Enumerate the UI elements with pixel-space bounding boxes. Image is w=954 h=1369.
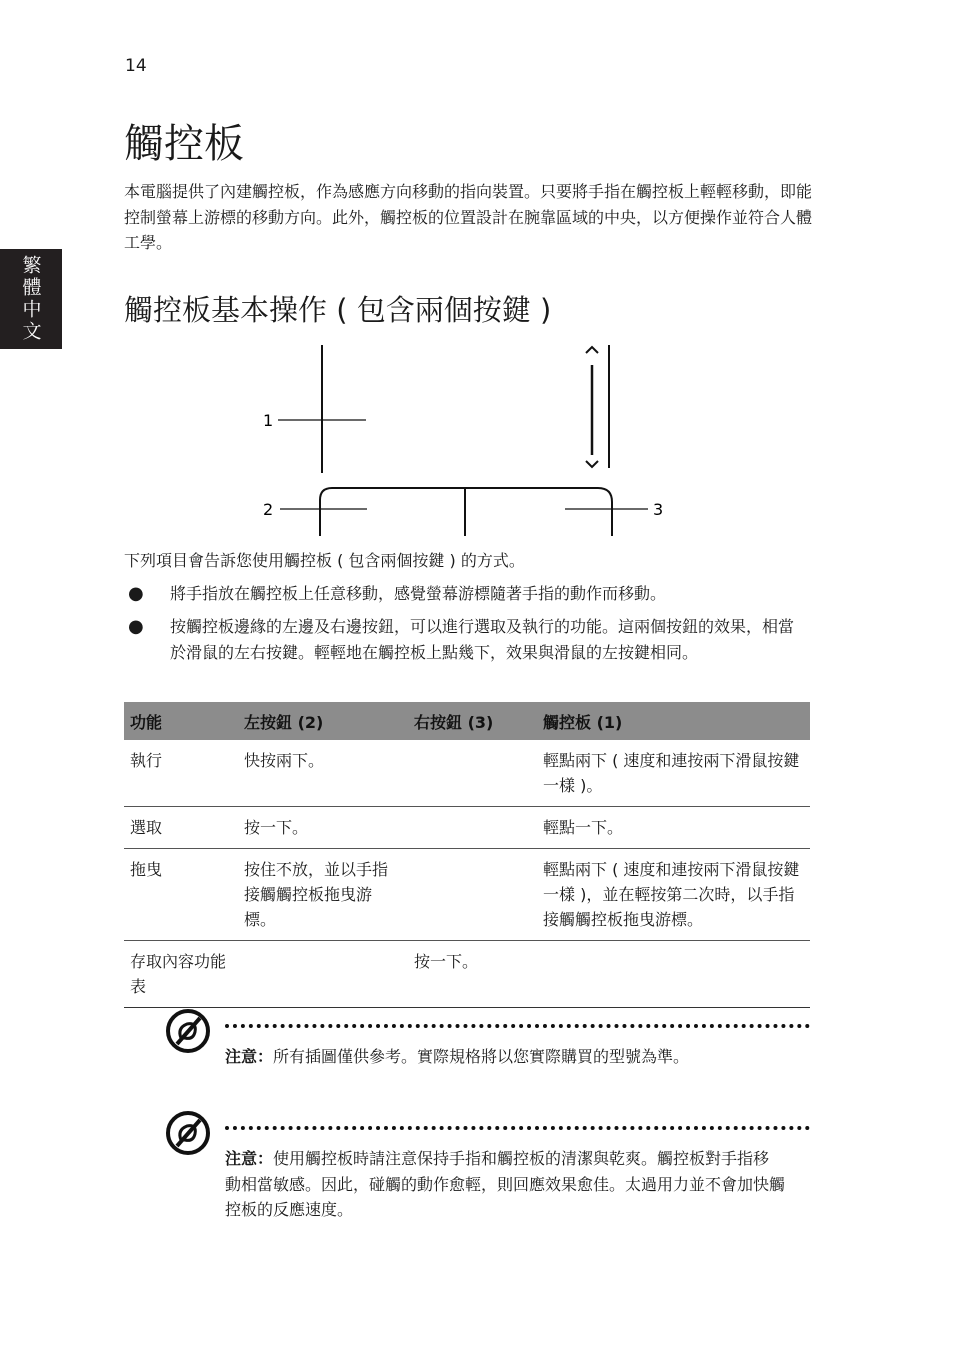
note-label: 注意： bbox=[225, 1047, 274, 1066]
table-cell bbox=[408, 740, 537, 807]
table-cell: 輕點兩下 ( 速度和連按兩下滑鼠按鍵一樣 )。 bbox=[537, 740, 810, 807]
table-cell bbox=[408, 849, 537, 941]
table-cell: 選取 bbox=[124, 807, 238, 849]
table-header: 右按鈕 (3) bbox=[408, 702, 537, 740]
list-item-text: 將手指放在觸控板上任意移動，感覺螢幕游標隨著手指的動作而移動。 bbox=[170, 584, 667, 603]
table-row bbox=[124, 740, 810, 807]
callout-1-label: 1 bbox=[263, 411, 274, 430]
note-text bbox=[225, 1044, 815, 1070]
table-row bbox=[124, 941, 810, 1008]
note-body: 使用觸控板時請注意保持手指和觸控板的清潔與乾爽。觸控板對手指移動相當敏感。因此，碰觸的動作愈輕，則回應效果愈佳。太過用力並不會加快觸控板的反應速度。 bbox=[225, 1149, 786, 1219]
table-header: 左按鈕 (2) bbox=[238, 702, 408, 740]
language-side-tab bbox=[0, 249, 62, 349]
table-cell: 快按兩下。 bbox=[238, 740, 408, 807]
table-cell: 存取內容功能表 bbox=[124, 941, 238, 1008]
table-cell: 按一下。 bbox=[238, 807, 408, 849]
table-row bbox=[124, 849, 810, 941]
page-title: 觸控板 bbox=[124, 121, 244, 167]
table-cell bbox=[537, 941, 810, 1008]
touchpad-diagram bbox=[250, 340, 680, 540]
note-block bbox=[165, 1008, 810, 1088]
scroll-up-chevron-icon bbox=[586, 347, 598, 353]
table-header-row bbox=[124, 702, 810, 740]
usage-intro: 下列項目會告訴您使用觸控板 ( 包含兩個按鍵 ) 的方式。 bbox=[124, 551, 525, 570]
table-cell: 執行 bbox=[124, 740, 238, 807]
table-header: 功能 bbox=[124, 702, 238, 740]
note-icon bbox=[165, 1110, 211, 1156]
callout-2-label: 2 bbox=[263, 500, 274, 519]
bullet-icon: ● bbox=[128, 616, 144, 637]
bullet-icon: ● bbox=[128, 583, 144, 604]
intro-paragraph: 本電腦提供了內建觸控板，作為感應方向移動的指向裝置。只要將手指在觸控板上輕輕移動，即能控制螢幕上游標的移動方向。此外，觸控板的位置設計在腕靠區域的中央，以方便操作並符合人體工學。 bbox=[124, 182, 813, 252]
table-cell: 拖曳 bbox=[124, 849, 238, 941]
table-cell: 輕點兩下 ( 速度和連按兩下滑鼠按鍵一樣 )，並在輕按第二次時，以手指接觸觸控板拖曳游標。 bbox=[537, 849, 810, 941]
note-label: 注意： bbox=[225, 1149, 274, 1168]
table-cell bbox=[408, 807, 537, 849]
side-tab-label: 繁體中文 bbox=[19, 255, 42, 343]
list-item bbox=[124, 581, 804, 607]
list-item bbox=[124, 614, 804, 666]
scroll-down-chevron-icon bbox=[586, 461, 598, 467]
table-cell bbox=[238, 941, 408, 1008]
table-row bbox=[124, 807, 810, 849]
page-number: 14 bbox=[125, 56, 147, 76]
function-table bbox=[124, 702, 810, 1008]
section-heading: 觸控板基本操作 ( 包含兩個按鍵 ) bbox=[124, 293, 552, 327]
note-divider bbox=[225, 1126, 810, 1130]
note-block bbox=[165, 1110, 810, 1230]
table-cell: 按一下。 bbox=[408, 941, 537, 1008]
note-divider bbox=[225, 1024, 810, 1028]
note-icon bbox=[165, 1008, 211, 1054]
table-cell: 按住不放，並以手指接觸觸控板拖曳游標。 bbox=[238, 849, 408, 941]
note-text bbox=[225, 1146, 785, 1223]
table-header: 觸控板 (1) bbox=[537, 702, 810, 740]
list-item-text: 按觸控板邊緣的左邊及右邊按鈕，可以進行選取及執行的功能。這兩個按鈕的效果，相當於滑鼠的左右按鍵。輕輕地在觸控板上點幾下，效果與滑鼠的左按鍵相同。 bbox=[170, 617, 795, 662]
note-body: 所有插圖僅供參考。實際規格將以您實際購買的型號為準。 bbox=[273, 1047, 690, 1066]
callout-3-label: 3 bbox=[653, 500, 664, 519]
table-cell: 輕點一下。 bbox=[537, 807, 810, 849]
